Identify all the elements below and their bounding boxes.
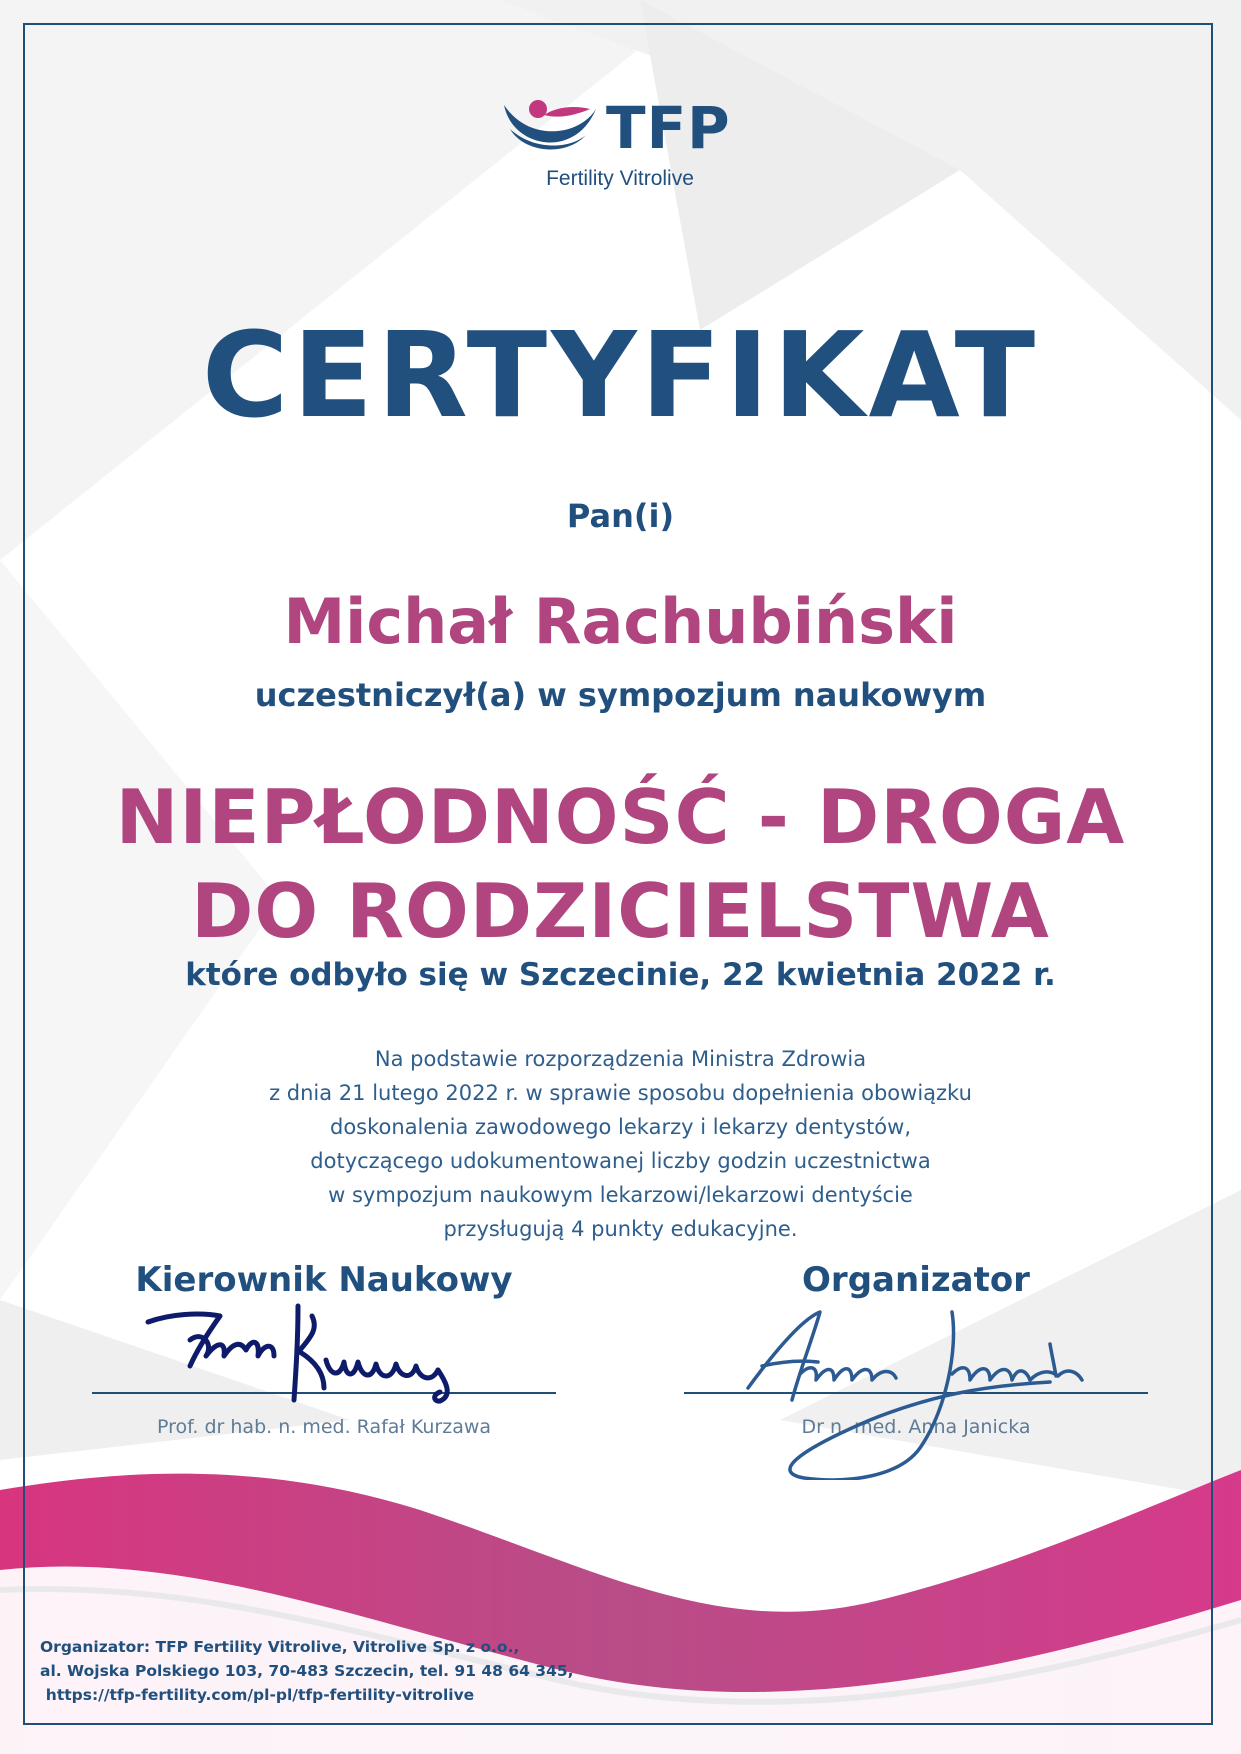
logo-brand: TFP [606,94,731,162]
salutation: Pan(i) [566,497,675,535]
footer-line: al. Wojska Polskiego 103, 70-483 Szczecin, tel. 91 48 64 345, [40,1662,574,1680]
event-title-line: DO RODZICIELSTWA [191,867,1050,955]
participation-text: uczestniczył(a) w sympozjum naukowym [254,676,987,714]
organizer-footer [40,1635,574,1707]
legal-line: w sympozjum naukowym lekarzowi/lekarzowi dentyście [328,1183,913,1207]
legal-line: Na podstawie rozporządzenia Ministra Zdrowia [374,1047,867,1071]
legal-line: doskonalenia zawodowego lekarzy i lekarzy dentystów, [330,1115,911,1139]
recipient-name: Michał Rachubiński [283,585,958,658]
footer-url: https://tfp-fertility.com/pl-pl/tfp-fertility-vitrolive [45,1686,475,1704]
signature-role: Organizator [802,1260,1030,1300]
event-venue-date: które odbyło się w Szczecinie, 22 kwietnia 2022 r. [185,957,1056,993]
legal-line: z dnia 21 lutego 2022 r. w sprawie sposobu dopełnienia obowiązku [269,1081,972,1105]
signatory-name: Prof. dr hab. n. med. Rafał Kurzawa [156,1416,492,1438]
signature-role: Kierownik Naukowy [135,1260,513,1300]
legal-line: przysługują 4 punkty edukacyjne. [443,1217,798,1241]
event-title-line: NIEPŁODNOŚĆ - DROGA [115,773,1126,861]
signatory-name: Dr n. med. Anna Janicka [801,1416,1031,1438]
logo-subtitle: Fertility Vitrolive [546,167,694,190]
footer-line: Organizator: TFP Fertility Vitrolive, Vitrolive Sp. z o.o., [40,1638,520,1656]
certificate-border-overlay [23,23,1213,1725]
legal-line: dotyczącego udokumentowanej liczby godzin uczestnictwa [310,1149,931,1173]
certificate-title: CERTYFIKAT [201,306,1040,444]
